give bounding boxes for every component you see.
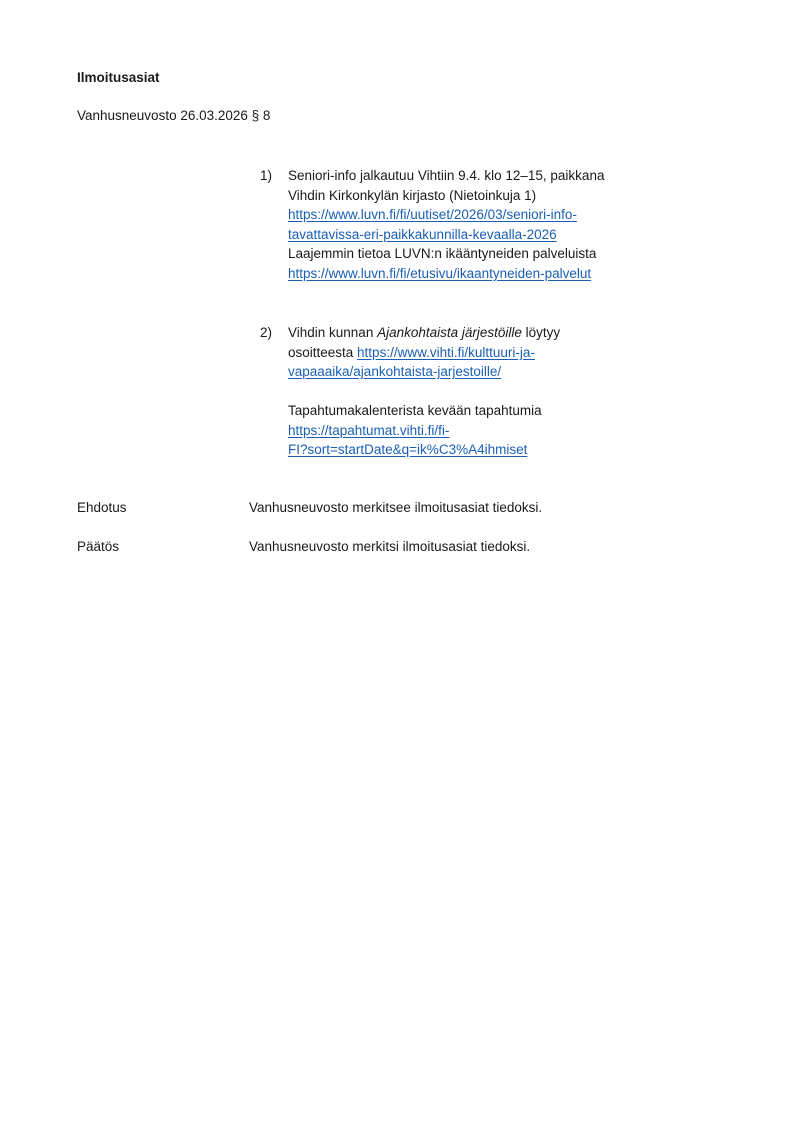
item-text: Seniori-info jalkautuu Vihtiin 9.4. klo 12–15, paikkana [288, 168, 605, 183]
item-text-italic: Ajankohtaista järjestöille [377, 325, 522, 340]
list-item [288, 323, 560, 460]
item-text-prefix: osoitteesta [288, 344, 358, 360]
vihti-events-link[interactable]: https://tapahtumat.vihti.fi/fi- [288, 422, 450, 438]
item-text: Tapahtumakalenterista kevään tapahtumia [288, 403, 542, 418]
list-item-number: 1) [260, 168, 273, 183]
vihti-organizations-link-continued[interactable]: vapaaaika/ajankohtaista-jarjestoille/ [288, 364, 502, 379]
luvn-news-link-continued[interactable]: tavattavissa-eri-paikkakunnilla-kevaalla-2026 [288, 226, 557, 242]
item-text [288, 323, 560, 343]
item-text [288, 343, 560, 363]
document-title: Ilmoitusasiat [77, 70, 160, 85]
item-text: Laajemmin tietoa LUVN:n ikääntyneiden palveluista [288, 246, 597, 261]
item-text-prefix: Vihdin kunnan [288, 325, 378, 340]
meeting-reference: Vanhusneuvosto 26.03.2026 § 8 [77, 108, 271, 123]
decision-label: Päätös [77, 539, 120, 554]
vihti-organizations-link[interactable]: https://www.vihti.fi/kulttuuri-ja- [357, 344, 535, 360]
decision-text: Vanhusneuvosto merkitsi ilmoitusasiat tiedoksi. [249, 539, 531, 554]
item-text: Vihdin Kirkonkylän kirjasto (Nietoinkuja 1) [288, 187, 537, 203]
proposal-label: Ehdotus [77, 500, 127, 515]
item-text-suffix: löytyy [521, 325, 561, 340]
list-item [288, 166, 604, 283]
vihti-events-link-continued[interactable]: FI?sort=startDate&q=ik%C3%A4ihmiset [288, 442, 528, 457]
list-item-number: 2) [260, 325, 273, 340]
luvn-news-link[interactable]: https://www.luvn.fi/fi/uutiset/2026/03/seniori-info- [288, 207, 577, 222]
proposal-text: Vanhusneuvosto merkitsee ilmoitusasiat tiedoksi. [249, 500, 543, 515]
luvn-services-link[interactable]: https://www.luvn.fi/fi/etusivu/ikaantyneiden-palvelut [288, 265, 592, 281]
